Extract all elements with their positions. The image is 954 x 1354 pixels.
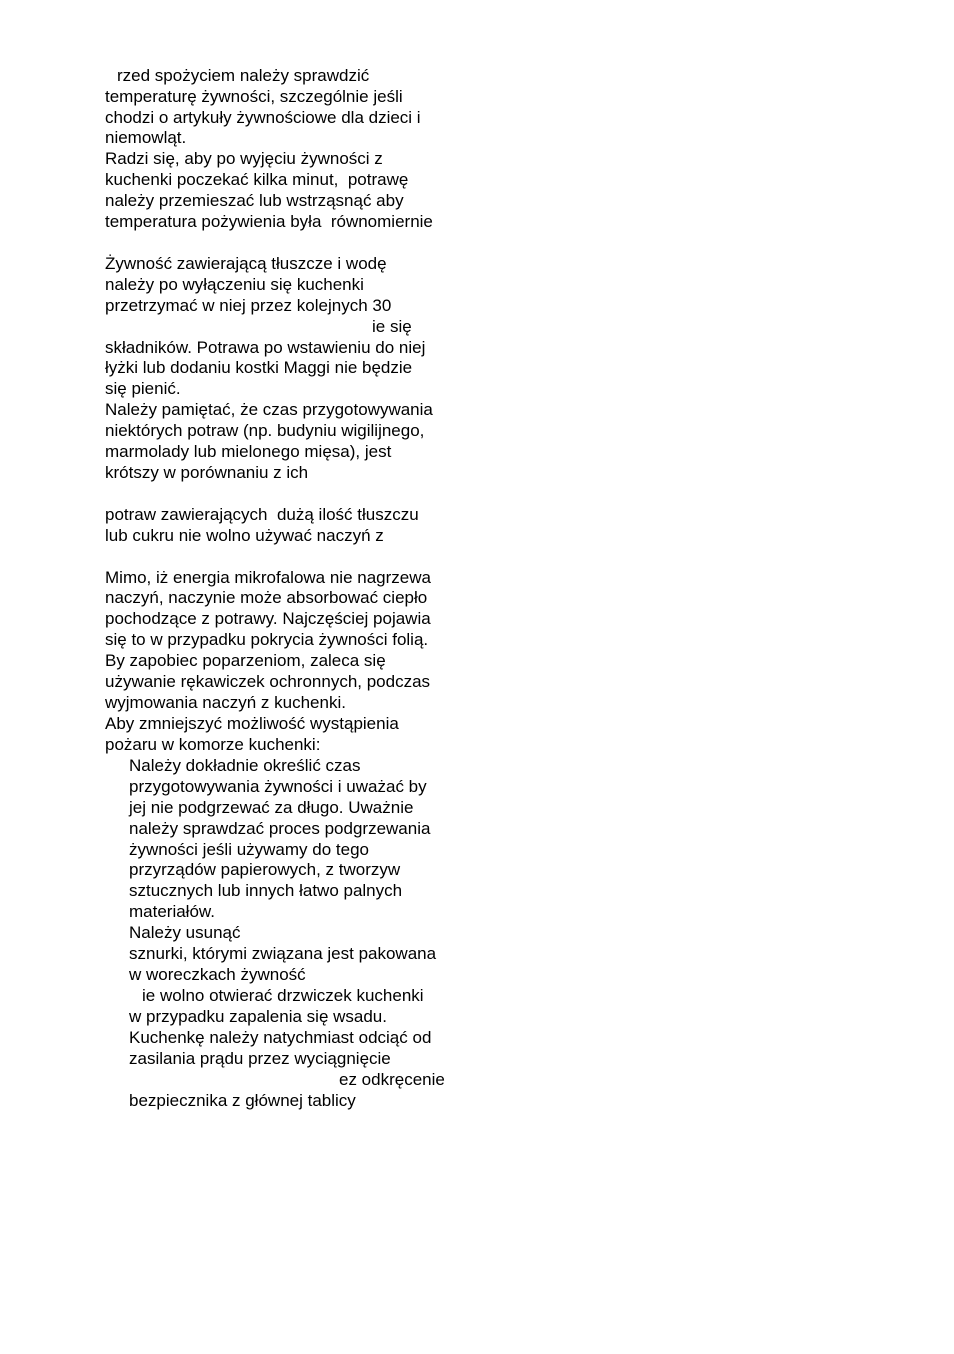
text-line: Należy pamiętać, że czas przygotowywania [105,400,433,419]
text-line: niemowląt. [105,128,187,147]
text-line: należy przemieszać lub wstrząsnąć aby [105,191,404,210]
text-line: potraw zawierających dużą ilość tłuszczu [105,505,419,524]
text-line: się pienić. [105,379,181,398]
text-line: Żywność zawierającą tłuszcze i wodę [105,254,387,273]
text-line: chodzi o artykuły żywnościowe dla dzieci i [105,108,421,127]
text-line: rzed spożyciem należy sprawdzić [117,66,370,85]
text-line: przyrządów papierowych, z tworzyw [129,860,401,879]
text-line: Aby zmniejszyć możliwość wystąpienia [105,714,399,733]
text-line: naczyń, naczynie może absorbować ciepło [105,588,428,607]
text-line: składników. Potrawa po wstawieniu do niej [105,338,426,357]
text-line: temperatura pożywienia była równomiernie [105,212,433,231]
text-line: sztucznych lub innych łatwo palnych [129,881,403,900]
text-line: bezpiecznika z głównej tablicy [129,1091,356,1110]
text-line: się to w przypadku pokrycia żywności folią. [105,630,429,649]
text-line: pochodzące z potrawy. Najczęściej pojawia [105,609,431,628]
text-line: By zapobiec poparzeniom, zaleca się [105,651,386,670]
text-line: należy po wyłączeniu się kuchenki [105,275,364,294]
text-line: przygotowywania żywności i uważać by [129,777,427,796]
text-line: sznurki, którymi związana jest pakowana [129,944,437,963]
text-line: pożaru w komorze kuchenki: [105,735,321,754]
text-line: krótszy w porównaniu z ich [105,463,309,482]
text-line: kuchenki poczekać kilka minut, potrawę [105,170,409,189]
text-line: ie wolno otwierać drzwiczek kuchenki [142,986,424,1005]
text-line: żywności jeśli używamy do tego [129,840,369,859]
text-line: niektórych potraw (np. budyniu wigilijnego, [105,421,425,440]
text-line: przetrzymać w niej przez kolejnych 30 [105,296,392,315]
text-line: jej nie podgrzewać za długo. Uważnie [129,798,414,817]
text-line: marmolady lub mielonego mięsa), jest [105,442,392,461]
text-line: temperaturę żywności, szczególnie jeśli [105,87,403,106]
text-line: w woreczkach żywność [129,965,306,984]
text-line: ez odkręcenie [339,1070,445,1089]
text-line: zasilania prądu przez wyciągnięcie [129,1049,391,1068]
text-line: wyjmowania naczyń z kuchenki. [105,693,346,712]
text-line: materiałów. [129,902,215,921]
text-line: Należy dokładnie określić czas [129,756,361,775]
text-line: używanie rękawiczek ochronnych, podczas [105,672,431,691]
text-line: Radzi się, aby po wyjęciu żywności z [105,149,383,168]
text-line: Kuchenkę należy natychmiast odciąć od [129,1028,432,1047]
text-line: lub cukru nie wolno używać naczyń z [105,526,384,545]
text-line: Należy usunąć [129,923,241,942]
text-line: łyżki lub dodaniu kostki Maggi nie będzie [105,358,413,377]
text-line: Mimo, iż energia mikrofalowa nie nagrzewa [105,568,431,587]
text-line: w przypadku zapalenia się wsadu. [129,1007,387,1026]
text-line: należy sprawdzać proces podgrzewania [129,819,431,838]
text-line: ie się [372,317,412,336]
